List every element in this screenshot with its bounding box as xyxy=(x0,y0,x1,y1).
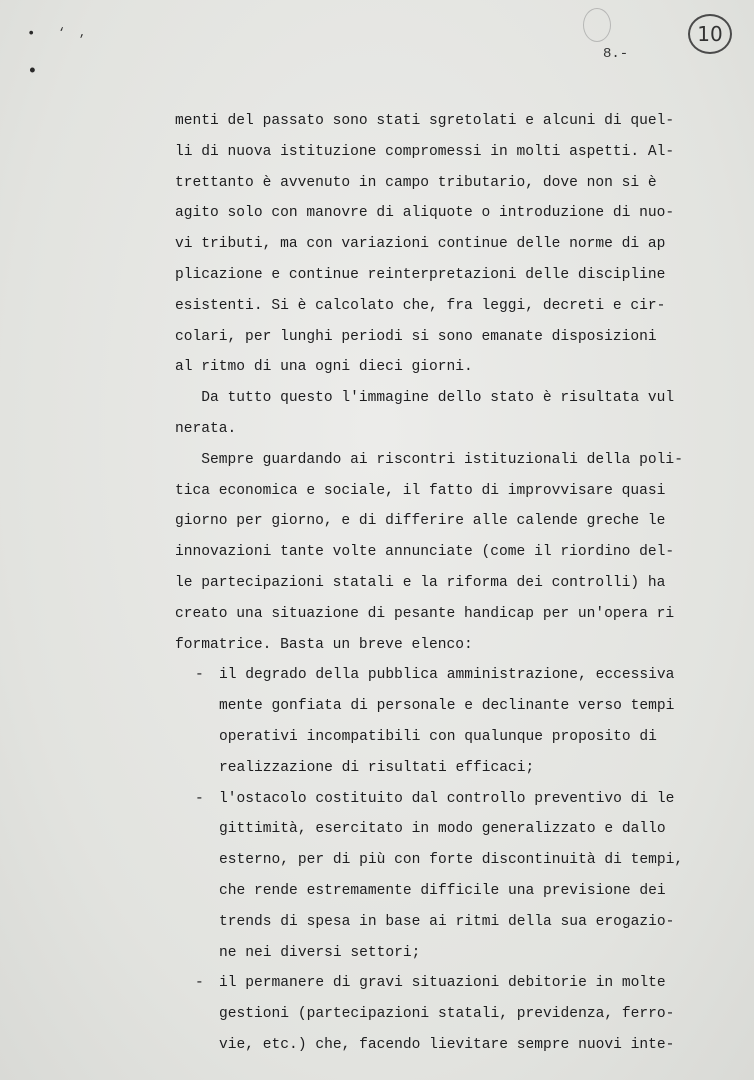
list-item xyxy=(195,660,715,783)
text-line: vi tributi, ma con variazioni continue delle norme di ap xyxy=(175,236,666,253)
text-line: formatrice. Basta un breve elenco: xyxy=(175,636,473,653)
list-dash: - xyxy=(195,667,204,684)
list-item-line: gestioni (partecipazioni statali, previdenza, ferro- xyxy=(219,1006,675,1023)
list-item-line: trends di spesa in base ai ritmi della sua erogazio- xyxy=(219,913,675,930)
text-line: esistenti. Si è calcolato che, fra leggi, decreti e cir- xyxy=(175,297,666,314)
text-line: al ritmo di una ogni dieci giorni. xyxy=(175,359,473,376)
list-item xyxy=(195,968,715,1060)
list-item-line: mente gonfiata di personale e declinante verso tempi xyxy=(219,698,675,715)
list-item-line: vie, etc.) che, facendo lievitare sempre nuovi inte- xyxy=(219,1036,675,1053)
list-item xyxy=(195,784,715,969)
list-item-line: ne nei diversi settori; xyxy=(219,944,421,961)
page-number: 10 xyxy=(697,22,723,46)
list-dash: - xyxy=(195,790,204,807)
list-item-line: operativi incompatibili con qualunque proposito di xyxy=(219,728,657,745)
text-line: tica economica e sociale, il fatto di improvvisare quasi xyxy=(175,482,666,499)
list-item-line: che rende estremamente difficile una previsione dei xyxy=(219,882,666,899)
stray-dot-bottom: • xyxy=(27,62,38,82)
list-item-line: l'ostacolo costituito dal controllo preventivo di le xyxy=(219,790,675,807)
page-reference: 8.- xyxy=(603,46,629,62)
text-line: creato una situazione di pesante handicap per un'opera ri xyxy=(175,605,675,622)
text-line: nerata. xyxy=(175,420,237,437)
text-line: menti del passato sono stati sgretolati e alcuni di quel- xyxy=(175,113,675,129)
paragraph xyxy=(175,106,715,383)
text-line: Sempre guardando ai riscontri istituzionali della poli- xyxy=(175,451,683,468)
text-line: Da tutto questo l'immagine dello stato è risultata vul xyxy=(175,390,675,407)
page-number-stamp xyxy=(688,14,732,54)
list-item-line: il degrado della pubblica amministrazione, eccessiva xyxy=(219,667,675,684)
stray-dot-top: • xyxy=(27,26,36,42)
list-dash: - xyxy=(195,975,204,992)
text-line: giorno per giorno, e di differire alle calende greche le xyxy=(175,513,666,530)
paragraph xyxy=(175,445,715,661)
list-item-line: gittimità, esercitato in modo generalizzato e dallo xyxy=(219,821,666,838)
paragraph xyxy=(175,383,715,445)
bullet-list xyxy=(175,660,715,1060)
text-line: trettanto è avvenuto in campo tributario, dove non si è xyxy=(175,174,657,191)
document-body xyxy=(175,106,715,1061)
text-line: le partecipazioni statali e la riforma dei controlli) ha xyxy=(175,574,666,591)
list-item-line: il permanere di gravi situazioni debitorie in molte xyxy=(219,975,666,992)
list-item-line: realizzazione di risultati efficaci; xyxy=(219,759,535,776)
stray-ticks: ‘ ‚ xyxy=(58,26,89,40)
text-line: colari, per lunghi periodi si sono emanate disposizioni xyxy=(175,328,657,345)
text-line: li di nuova istituzione compromessi in molti aspetti. Al- xyxy=(175,143,675,160)
text-line: agito solo con manovre di aliquote o introduzione di nuo- xyxy=(175,205,675,222)
list-item-line: esterno, per di più con forte discontinuità di tempi, xyxy=(219,852,684,869)
text-line: innovazioni tante volte annunciate (come il riordino del- xyxy=(175,544,675,561)
pencil-circle-mark xyxy=(583,8,611,42)
text-line: plicazione e continue reinterpretazioni delle discipline xyxy=(175,266,666,283)
